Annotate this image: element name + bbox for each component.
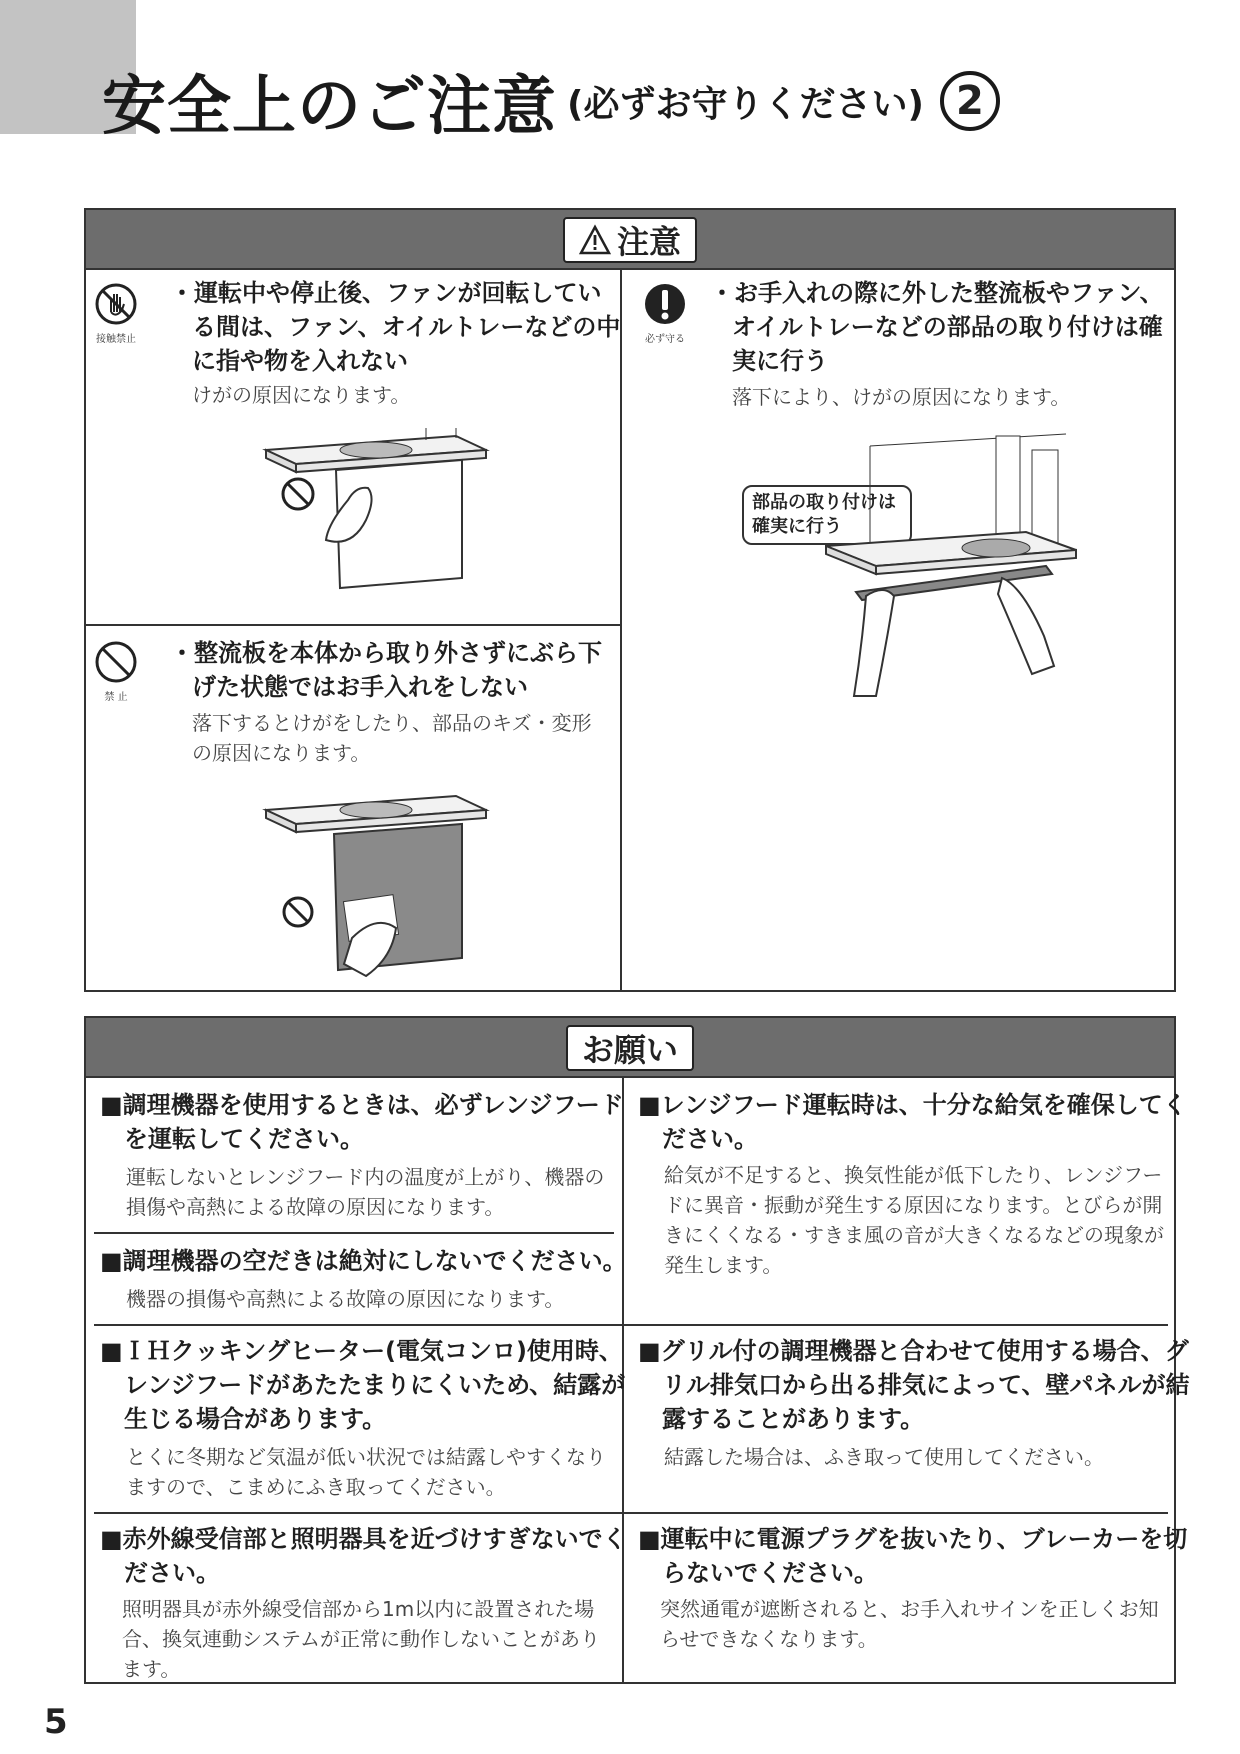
page-number: 5 <box>44 1702 68 1742</box>
request-title-7: ■運転中に電源プラグを抜いたり、ブレーカーを切らないでください。 <box>638 1525 1188 1587</box>
caution-header-label <box>563 217 697 263</box>
request-title-5: ■グリル付の調理機器と合わせて使用する場合、グリル排気口から出る排気によって、壁パネルが結露することがあります。 <box>638 1337 1190 1433</box>
must-follow-symbol <box>640 282 690 345</box>
prohibited-label: 禁 止 <box>104 692 128 703</box>
request-title-4: ■ＩＨクッキングヒーター(電気コンロ)使用時、レンジフードがあたたまりにくいため、結露が生じる場合があります。 <box>100 1337 626 1433</box>
request-title-1: ■調理機器を使用するときは、必ずレンジフードを運転してください。 <box>100 1091 624 1153</box>
caution-text-1: ・運転中や停止後、ファンが回転している間は、ファン、オイルトレーなどの中に指や物を入れない <box>170 279 621 375</box>
request-note-1: 運転しないとレンジフード内の温度が上がり、機器の損傷や高熱による故障の原因になります。 <box>126 1165 605 1219</box>
request-note-6: 照明器具が赤外線受信部から1m以内に設置された場合、換気連動システムが正常に動作しないことがあります。 <box>122 1597 600 1681</box>
request-title-3: ■調理機器の空だきは絶対にしないでください。 <box>100 1247 627 1275</box>
request-note-3: 機器の損傷や高熱による故障の原因になります。 <box>126 1287 565 1311</box>
caution-divider-horizontal <box>86 624 620 626</box>
caution-header <box>86 210 1174 270</box>
caution-text-3: ・整流板を本体から取り外さずにぶら下げた状態ではお手入れをしない <box>170 639 602 701</box>
title-main: 安全上のご注意 <box>102 70 557 144</box>
no-touch-icon <box>94 282 138 326</box>
title-sub: (必ずお守りください) <box>567 83 924 125</box>
caution-note-1: けがの原因になります。 <box>192 383 411 407</box>
no-touch-label: 接触禁止 <box>96 334 136 345</box>
request-header-text: お願い <box>581 1031 679 1069</box>
request-divider-row-1 <box>94 1324 1168 1326</box>
prohibited-icon <box>94 640 138 684</box>
panel-install-illustration <box>776 446 1096 736</box>
caution-header-text: 注意 <box>616 223 682 261</box>
request-divider-row-2 <box>94 1512 1168 1514</box>
request-divider-left-1 <box>94 1232 614 1234</box>
request-note-2: 給気が不足すると、換気性能が低下したり、レンジフードに異音・振動が発生する原因になります。とびらが開きにくくなる・すきま風の音が大きくなるなどの現象が発生します。 <box>664 1163 1164 1277</box>
prohibited-symbol <box>94 640 138 703</box>
request-note-5: 結露した場合は、ふき取って使用してください。 <box>664 1445 1104 1469</box>
request-title-6: ■赤外線受信部と照明器具を近づけすぎないでください。 <box>100 1525 627 1587</box>
install-callout: 部品の取り付けは確実に行う <box>742 485 912 545</box>
caution-box <box>84 208 1176 992</box>
page-title <box>102 56 1000 146</box>
hood-fan-illustration <box>256 428 496 598</box>
caution-text-2: ・お手入れの際に外した整流板やファン、オイルトレーなどの部品の取り付けは確実に行う <box>710 279 1164 375</box>
caution-note-3: 落下するとけがをしたり、部品のキズ・変形の原因になります。 <box>192 711 592 765</box>
request-header <box>86 1018 1174 1078</box>
hanging-panel-illustration <box>256 788 496 988</box>
request-header-label <box>566 1025 694 1071</box>
request-box <box>84 1016 1190 1684</box>
warning-triangle-icon <box>579 225 611 255</box>
request-note-4: とくに冬期など気温が低い状況では結露しやすくなりますので、こまめにふき取ってください。 <box>126 1445 606 1499</box>
title-number: 2 <box>940 71 1000 131</box>
no-touch-symbol <box>94 282 138 345</box>
caution-note-2: 落下により、けがの原因になります。 <box>732 385 1071 409</box>
request-note-7: 突然通電が遮断されると、お手入れサインを正しくお知らせできなくなります。 <box>660 1597 1159 1651</box>
exclamation-icon <box>643 282 687 326</box>
request-title-2: ■レンジフード運転時は、十分な給気を確保してください。 <box>638 1091 1187 1153</box>
must-follow-label: 必ず守る <box>645 334 685 345</box>
